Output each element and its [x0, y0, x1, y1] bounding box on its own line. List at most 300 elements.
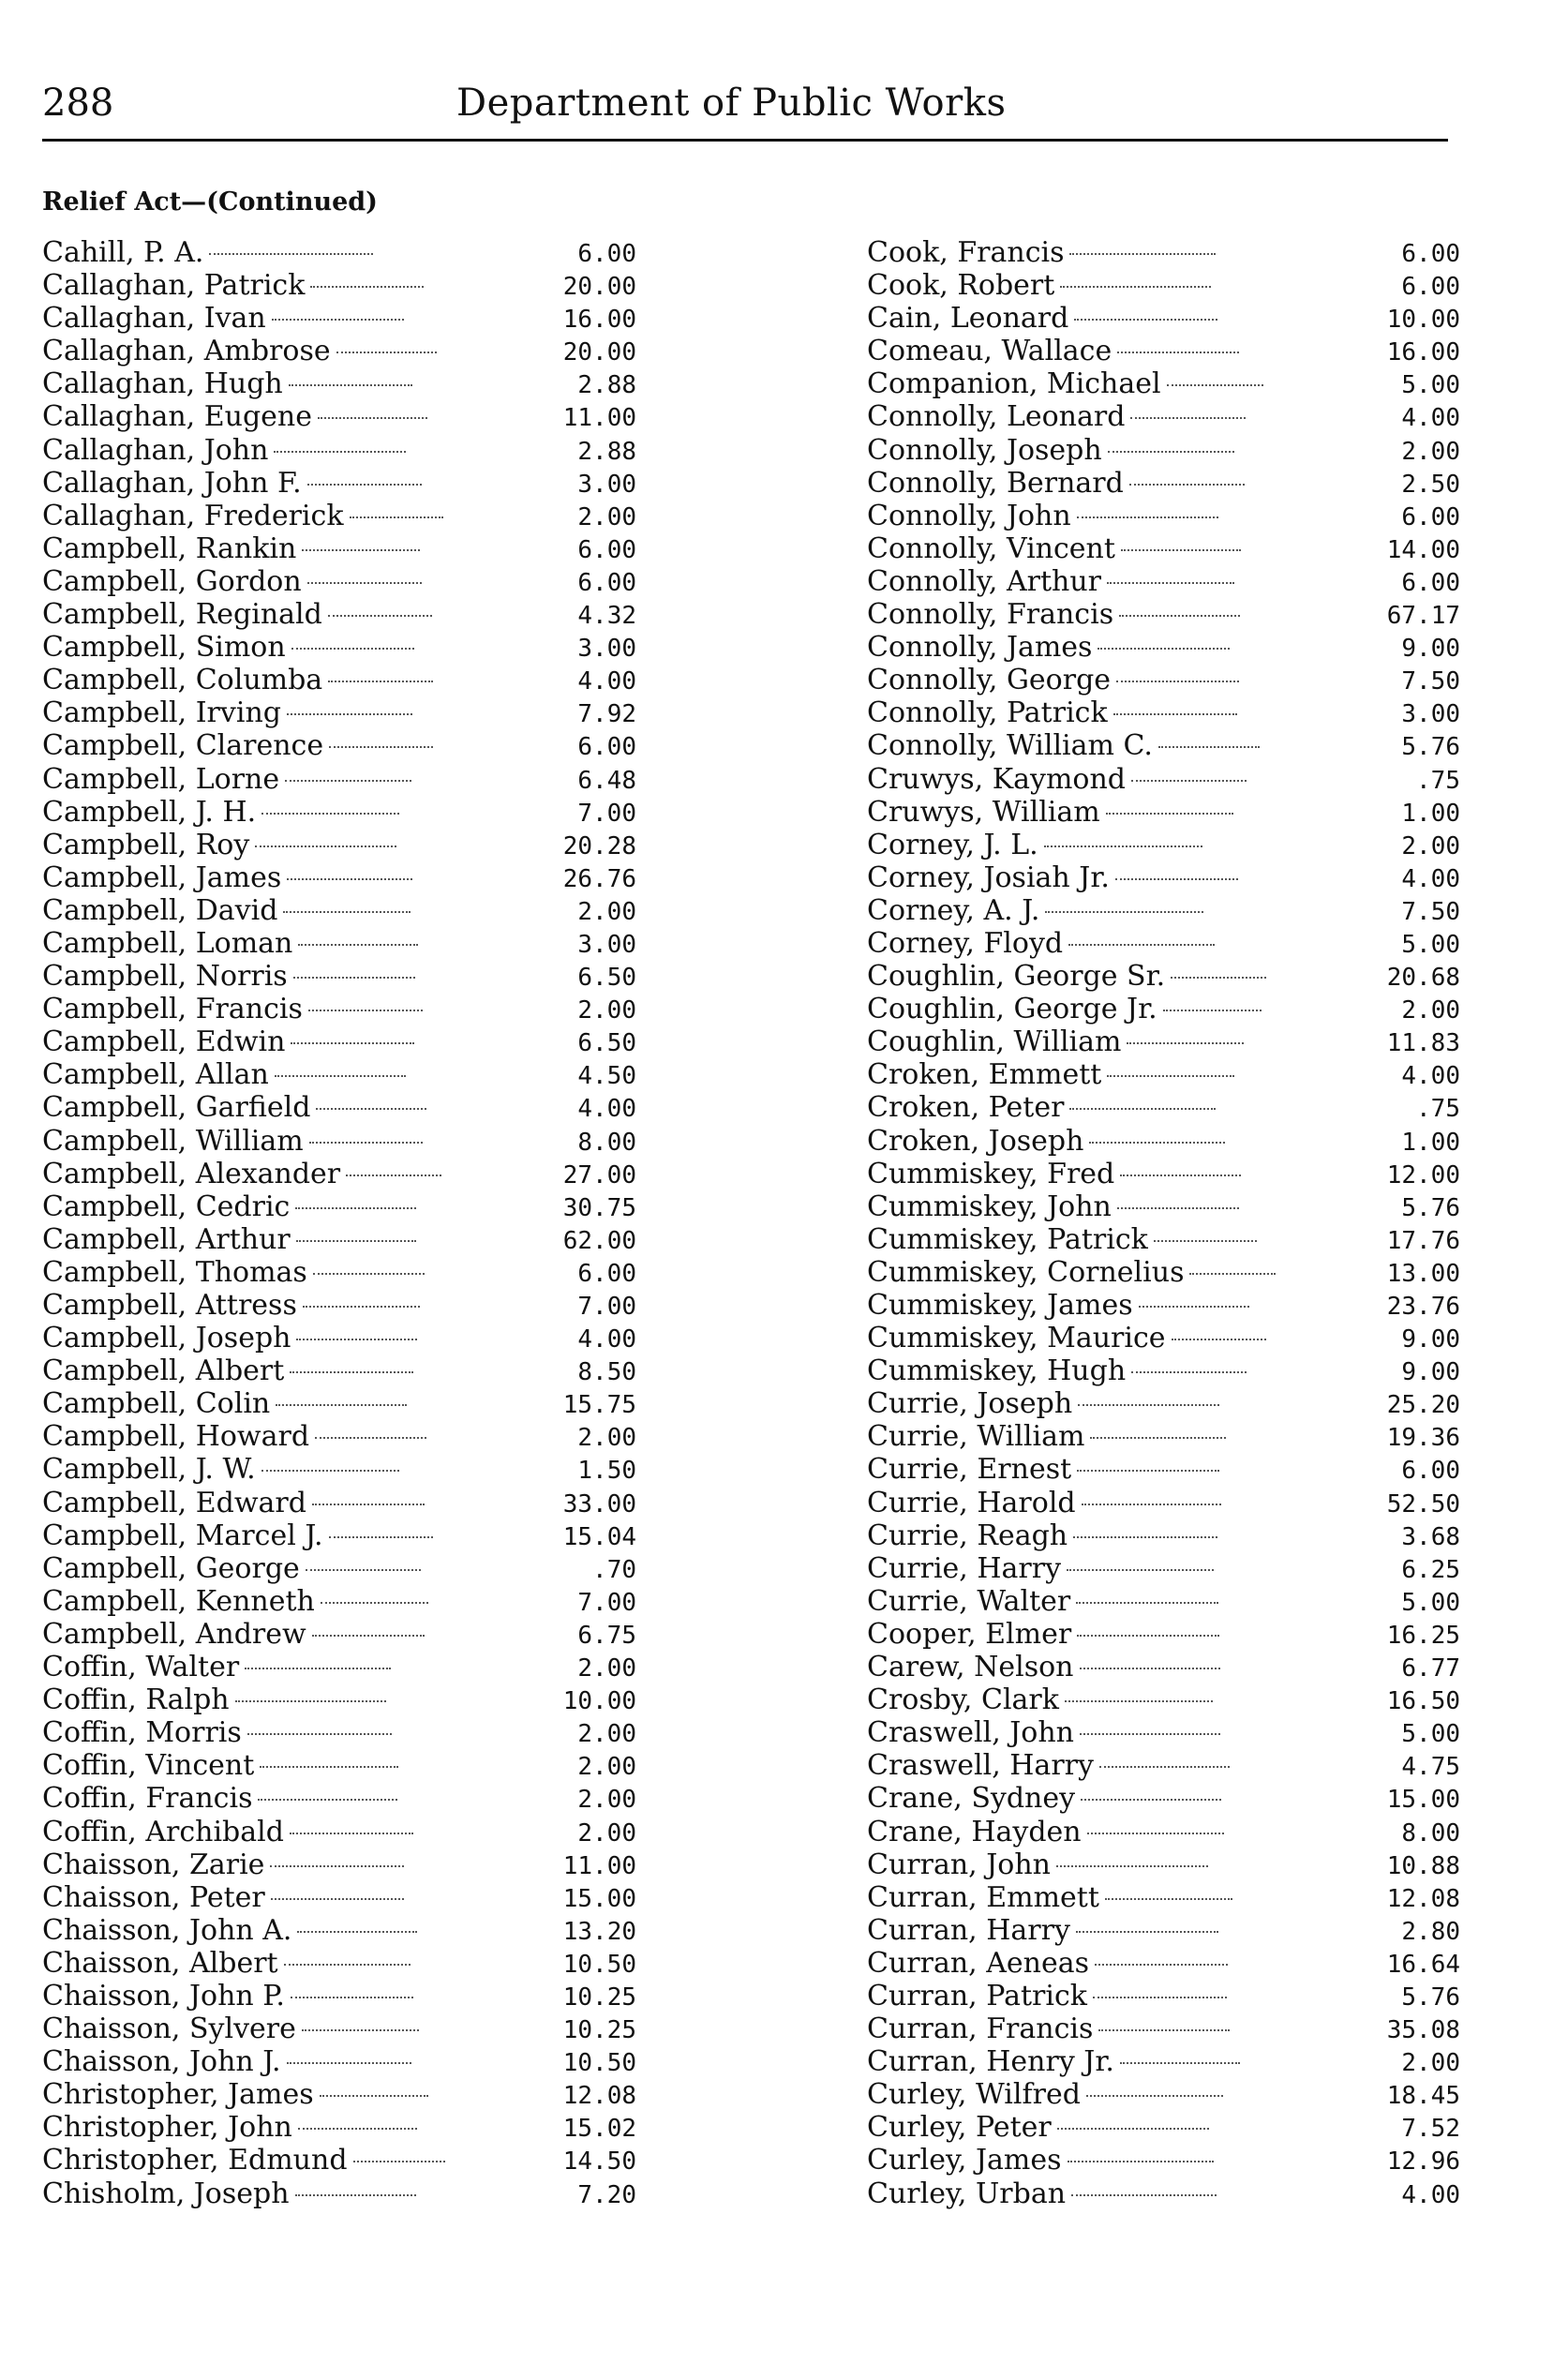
entry-amount: 1.50	[577, 1457, 637, 1486]
entry-amount: 16.64	[1386, 1950, 1461, 1979]
list-item	[42, 2177, 636, 2210]
entry-name: Campbell, Reginald	[42, 598, 322, 632]
dot-leader	[1120, 1175, 1240, 1176]
list-item	[867, 1322, 1460, 1354]
entry-amount: 6.00	[577, 240, 636, 268]
dot-leader	[1098, 648, 1229, 650]
dot-leader	[296, 1240, 417, 1242]
dot-leader	[302, 549, 419, 551]
entry-amount: 13.00	[1386, 1259, 1460, 1288]
entry-amount: 10.25	[562, 2016, 636, 2045]
dot-leader	[1093, 1997, 1227, 1998]
entry-name: Connolly, Leonard	[867, 400, 1126, 434]
list-item	[42, 500, 636, 532]
entry-amount: 5.00	[1401, 1588, 1460, 1617]
dot-leader	[1068, 944, 1215, 946]
entry-amount: 52.50	[1386, 1489, 1461, 1519]
entry-name: Crane, Sydney	[867, 1782, 1076, 1816]
entry-amount: 15.75	[562, 1391, 636, 1420]
dot-leader	[318, 417, 427, 419]
entry-name: Coffin, Vincent	[42, 1749, 255, 1783]
entry-name: Campbell, Attress	[42, 1289, 297, 1322]
entry-amount: 16.50	[1386, 1687, 1461, 1716]
entry-name: Currie, Harold	[867, 1486, 1076, 1519]
list-item	[42, 1058, 636, 1091]
dot-leader	[1163, 1010, 1262, 1011]
entry-amount: 2.00	[577, 1720, 636, 1749]
entry-name: Curran, Francis	[867, 2012, 1094, 2046]
entry-name: Coffin, Archibald	[42, 1815, 284, 1848]
list-item	[42, 1519, 636, 1552]
entry-amount: 25.20	[1386, 1391, 1461, 1420]
list-item	[42, 335, 636, 367]
list-item	[42, 664, 636, 696]
list-item	[42, 1683, 636, 1716]
entry-name: Connolly, Patrick	[867, 696, 1108, 730]
entry-name: Campbell, Gordon	[42, 564, 302, 598]
entry-name: Campbell, William	[42, 1124, 304, 1158]
entry-name: Coffin, Francis	[42, 1782, 253, 1816]
dot-leader	[260, 1766, 398, 1768]
dot-leader	[1068, 2161, 1215, 2162]
dot-leader	[1081, 1799, 1220, 1801]
dot-leader	[329, 1536, 433, 1538]
list-item	[42, 1980, 636, 2012]
entry-name: Chisholm, Joseph	[42, 2177, 290, 2210]
entry-amount: 7.50	[1401, 897, 1461, 926]
entry-name: Callaghan, Eugene	[42, 400, 312, 434]
dot-leader	[1076, 1602, 1218, 1604]
entry-name: Campbell, Irving	[42, 696, 281, 730]
entry-name: Curley, Wilfred	[867, 2078, 1081, 2112]
dot-leader	[321, 1602, 429, 1604]
right-column-list	[867, 236, 1460, 2210]
entry-name: Coffin, Morris	[42, 1716, 242, 1750]
entry-amount: 2.00	[577, 1424, 637, 1453]
entry-name: Christopher, John	[42, 2111, 292, 2145]
entry-amount: 5.76	[1401, 1193, 1461, 1222]
list-item	[867, 500, 1460, 532]
entry-amount: 2.00	[1401, 831, 1461, 860]
entry-name: Cain, Leonard	[867, 302, 1069, 336]
list-item	[42, 2144, 636, 2177]
list-item	[867, 1256, 1460, 1289]
entry-amount: 1.00	[1401, 799, 1461, 828]
entry-name: Connolly, John	[867, 499, 1071, 532]
list-item	[867, 1980, 1460, 2012]
entry-amount: 3.00	[577, 930, 637, 959]
list-item	[42, 829, 636, 861]
list-item	[42, 434, 636, 467]
running-title: Department of Public Works	[456, 82, 1007, 125]
entry-name: Connolly, Francis	[867, 598, 1114, 632]
entry-amount: 5.00	[1401, 930, 1460, 959]
dot-leader	[270, 1865, 403, 1867]
entry-name: Currie, Walter	[867, 1584, 1071, 1618]
list-item	[867, 1519, 1460, 1552]
list-item	[42, 696, 636, 729]
list-item	[867, 1914, 1460, 1947]
dot-leader	[312, 1504, 425, 1505]
list-item	[867, 1881, 1460, 1914]
list-item	[42, 1816, 636, 1848]
entry-name: Campbell, Arthur	[42, 1222, 291, 1256]
list-item	[867, 729, 1460, 762]
list-item	[867, 1848, 1460, 1881]
entry-name: Connolly, Joseph	[867, 433, 1102, 467]
dot-leader	[1171, 977, 1265, 979]
entry-amount: 10.50	[562, 2049, 637, 2078]
dot-leader	[245, 1668, 391, 1669]
dot-leader	[1095, 1964, 1228, 1966]
dot-leader	[271, 1898, 404, 1900]
list-item	[867, 829, 1460, 861]
list-item	[42, 1585, 636, 1618]
list-item	[42, 1552, 636, 1585]
list-item	[42, 1749, 636, 1782]
list-item	[867, 302, 1460, 335]
entry-name: Connolly, William C.	[867, 729, 1153, 763]
list-item	[42, 1158, 636, 1190]
entry-amount: 2.00	[577, 1818, 636, 1848]
entry-name: Chaisson, Albert	[42, 1946, 278, 1980]
list-item	[867, 2144, 1460, 2177]
entry-amount: 4.00	[1401, 864, 1460, 893]
entry-name: Corney, A. J.	[867, 893, 1040, 927]
entry-amount: 6.00	[1401, 502, 1460, 531]
list-item	[42, 400, 636, 433]
dot-leader	[261, 813, 399, 815]
dot-leader	[1089, 1142, 1225, 1144]
list-item	[42, 1914, 636, 1947]
dot-leader	[1107, 582, 1234, 584]
entry-amount: 6.00	[1401, 568, 1460, 597]
list-item	[42, 1387, 636, 1420]
entry-amount: 7.00	[577, 799, 636, 828]
list-item	[867, 1782, 1460, 1815]
entry-amount: 5.00	[1401, 1720, 1461, 1749]
entry-name: Campbell, Colin	[42, 1387, 271, 1421]
list-item	[867, 993, 1460, 1025]
entry-name: Campbell, J. H.	[42, 795, 257, 829]
entry-name: Connolly, George	[867, 664, 1112, 697]
entry-amount: 2.00	[577, 1654, 636, 1683]
entry-name: Connolly, Vincent	[867, 531, 1115, 565]
list-item	[42, 598, 636, 631]
entry-amount: 2.00	[577, 1753, 636, 1782]
entry-name: Campbell, George	[42, 1551, 300, 1585]
dot-leader	[315, 1437, 426, 1439]
entry-amount: 6.77	[1401, 1654, 1461, 1683]
entry-amount: 2.80	[1401, 1917, 1461, 1946]
entry-name: Chaisson, Zarie	[42, 1848, 265, 1881]
dot-leader	[287, 713, 412, 715]
dot-leader	[1069, 253, 1215, 255]
dot-leader	[1117, 352, 1239, 353]
entry-amount: 6.00	[577, 535, 637, 564]
dot-leader	[329, 746, 433, 748]
entry-name: Curran, Aeneas	[867, 1946, 1090, 1980]
list-item	[42, 532, 636, 565]
list-item	[42, 894, 636, 927]
list-item	[42, 1091, 636, 1124]
list-item	[867, 1651, 1460, 1683]
entry-name: Chaisson, John P.	[42, 1979, 285, 2012]
entry-amount: 4.00	[1401, 2180, 1461, 2209]
list-item	[867, 1289, 1460, 1322]
entry-name: Campbell, Roy	[42, 828, 250, 861]
dot-leader	[1082, 1504, 1221, 1505]
entry-amount: 6.75	[577, 1621, 636, 1650]
list-item	[42, 1223, 636, 1256]
dot-leader	[1077, 516, 1219, 518]
entry-name: Cummiskey, James	[867, 1289, 1133, 1322]
entry-amount: 2.50	[1401, 470, 1460, 499]
entry-name: Cummiskey, Patrick	[867, 1222, 1148, 1256]
entry-name: Cooper, Elmer	[867, 1617, 1072, 1651]
entry-amount: 2.88	[577, 437, 637, 466]
entry-name: Craswell, John	[867, 1716, 1075, 1750]
list-item	[867, 1420, 1460, 1453]
entry-amount: 18.45	[1386, 2082, 1460, 2111]
dot-leader	[255, 845, 396, 847]
entry-amount: 67.17	[1386, 602, 1461, 631]
list-item	[42, 1782, 636, 1815]
entry-name: Croken, Emmett	[867, 1058, 1102, 1092]
dot-leader	[1105, 1898, 1233, 1900]
entry-name: Crosby, Clark	[867, 1683, 1059, 1717]
list-item	[42, 1453, 636, 1486]
list-item	[42, 960, 636, 993]
list-item	[867, 763, 1460, 796]
dot-leader	[1080, 1668, 1220, 1669]
entry-name: Coffin, Walter	[42, 1651, 240, 1684]
entry-amount: 2.00	[577, 897, 636, 926]
dot-leader	[306, 1569, 422, 1571]
entry-amount: 8.00	[577, 1128, 637, 1157]
dot-leader	[284, 1964, 411, 1966]
page-header	[42, 75, 1448, 131]
entry-amount: 20.28	[562, 831, 636, 860]
entry-name: Curran, Harry	[867, 1913, 1070, 1947]
entry-name: Campbell, Alexander	[42, 1157, 341, 1190]
list-item	[867, 236, 1460, 269]
entry-amount: 15.02	[562, 2115, 637, 2144]
entry-amount: 35.08	[1386, 2016, 1460, 2045]
list-item	[867, 664, 1460, 696]
entry-name: Curran, Emmett	[867, 1880, 1099, 1914]
entry-amount: 6.00	[577, 1259, 636, 1288]
entry-amount: 3.00	[577, 470, 637, 499]
entry-name: Chaisson, John A.	[42, 1913, 292, 1947]
page-number: 288	[42, 82, 114, 125]
entry-amount: 16.25	[1386, 1621, 1461, 1650]
dot-leader	[1057, 2128, 1209, 2130]
dot-leader	[1107, 1075, 1233, 1077]
entry-amount: 2.00	[577, 996, 636, 1025]
dot-leader	[320, 2095, 428, 2097]
dot-leader	[302, 2029, 420, 2031]
dot-leader	[1078, 1404, 1219, 1406]
entry-amount: 4.00	[577, 1325, 637, 1354]
entry-name: Cook, Francis	[867, 236, 1065, 269]
list-item	[42, 2012, 636, 2045]
entry-amount: 12.96	[1386, 2147, 1461, 2177]
list-item	[42, 796, 636, 829]
entry-name: Chaisson, John J.	[42, 2045, 281, 2079]
entry-name: Callaghan, Ivan	[42, 302, 266, 336]
entry-amount: 17.76	[1386, 1226, 1461, 1255]
dot-leader	[1131, 1371, 1246, 1373]
dot-leader	[1119, 615, 1240, 617]
list-item	[42, 1322, 636, 1354]
list-item	[867, 1716, 1460, 1749]
dot-leader	[309, 1142, 424, 1144]
dot-leader	[336, 352, 437, 353]
entry-amount: 2.88	[577, 371, 637, 400]
entry-amount: 4.50	[577, 1062, 636, 1091]
list-item	[867, 960, 1460, 993]
list-item	[867, 400, 1460, 433]
entry-name: Campbell, Simon	[42, 631, 286, 665]
list-item	[42, 631, 636, 664]
dot-leader	[296, 1339, 416, 1340]
list-item	[42, 1190, 636, 1223]
dot-leader	[1077, 1635, 1218, 1637]
left-column-list	[42, 236, 636, 2210]
entry-name: Campbell, Columba	[42, 664, 323, 697]
entry-name: Corney, Floyd	[867, 926, 1064, 960]
entry-name: Cummiskey, Maurice	[867, 1322, 1166, 1355]
entry-name: Curley, Peter	[867, 2111, 1052, 2145]
entry-name: Callaghan, Frederick	[42, 499, 344, 532]
dot-leader	[1115, 878, 1238, 880]
entry-amount: 6.00	[1401, 240, 1461, 268]
entry-name: Campbell, Francis	[42, 993, 303, 1026]
entry-amount: .75	[1416, 1095, 1460, 1124]
list-item	[42, 763, 636, 796]
list-item	[42, 1354, 636, 1387]
entry-amount: 7.00	[577, 1293, 637, 1321]
dot-leader	[276, 1404, 406, 1406]
entry-amount: 14.00	[1386, 535, 1460, 564]
entry-name: Coughlin, George Sr.	[867, 960, 1166, 994]
dot-leader	[247, 1733, 393, 1735]
list-item	[867, 2012, 1460, 2045]
dot-leader	[1067, 1569, 1214, 1571]
dot-leader	[274, 451, 405, 453]
entry-amount: 26.76	[562, 864, 637, 893]
entry-amount: 8.00	[1401, 1818, 1461, 1848]
list-item	[42, 927, 636, 960]
entry-name: Cruwys, William	[867, 795, 1100, 829]
list-item	[42, 236, 636, 269]
dot-leader	[328, 615, 433, 617]
dot-leader	[1121, 549, 1241, 551]
list-item	[42, 1618, 636, 1651]
list-item	[867, 2078, 1460, 2111]
entry-amount: 2.00	[1401, 2049, 1460, 2078]
list-item	[867, 1025, 1460, 1058]
entry-name: Connolly, Bernard	[867, 466, 1124, 500]
entry-name: Coffin, Ralph	[42, 1683, 230, 1717]
list-item	[867, 894, 1460, 927]
list-item	[42, 467, 636, 500]
dot-leader	[1080, 1733, 1220, 1735]
entry-amount: 15.04	[562, 1522, 637, 1551]
dot-leader	[1189, 1273, 1275, 1275]
entry-amount: 23.76	[1386, 1293, 1461, 1321]
dot-leader	[310, 286, 424, 288]
entry-name: Comeau, Wallace	[867, 335, 1113, 368]
entry-name: Campbell, James	[42, 860, 282, 894]
entry-name: Chaisson, Peter	[42, 1880, 265, 1914]
entry-amount: 4.00	[1401, 1062, 1460, 1091]
dot-leader	[353, 2161, 445, 2162]
entry-amount: 5.76	[1401, 1982, 1460, 2012]
dot-leader	[312, 1635, 425, 1637]
list-item	[42, 1716, 636, 1749]
list-item	[867, 1552, 1460, 1585]
list-item	[42, 993, 636, 1025]
entry-name: Campbell, Edwin	[42, 1025, 286, 1059]
entry-amount: 12.00	[1386, 1160, 1460, 1190]
dot-leader	[1113, 713, 1237, 715]
entry-amount: 3.68	[1401, 1522, 1461, 1551]
list-item	[867, 434, 1460, 467]
entry-amount: 7.00	[577, 1588, 637, 1617]
entry-amount: 20.00	[562, 338, 636, 367]
entry-name: Curley, James	[867, 2144, 1062, 2177]
entry-name: Cook, Robert	[867, 269, 1055, 303]
entry-name: Callaghan, John F.	[42, 466, 302, 500]
list-item	[42, 2078, 636, 2111]
dot-leader	[1106, 813, 1233, 815]
list-item	[867, 335, 1460, 367]
entry-name: Currie, Joseph	[867, 1387, 1073, 1421]
dot-leader	[209, 253, 373, 255]
entry-amount: 30.75	[562, 1193, 636, 1222]
dot-leader	[1087, 1833, 1224, 1834]
entry-name: Currie, William	[867, 1420, 1085, 1454]
dot-leader	[295, 1207, 416, 1209]
entry-amount: 3.00	[1401, 700, 1461, 729]
dot-leader	[350, 516, 443, 518]
list-item	[867, 2045, 1460, 2078]
entry-amount: 20.68	[1386, 964, 1461, 993]
entry-name: Campbell, Andrew	[42, 1617, 306, 1651]
entry-name: Campbell, Garfield	[42, 1091, 311, 1125]
entry-name: Croken, Peter	[867, 1091, 1065, 1125]
dot-leader	[1120, 2062, 1241, 2064]
dot-leader	[290, 1833, 413, 1834]
entry-amount: 19.36	[1386, 1424, 1460, 1453]
list-item	[42, 1651, 636, 1683]
entry-name: Campbell, J. W.	[42, 1453, 256, 1487]
entry-amount: 12.08	[562, 2082, 637, 2111]
entry-amount: 62.00	[562, 1226, 637, 1255]
entry-name: Cahill, P. A.	[42, 236, 204, 269]
entry-name: Campbell, Allan	[42, 1058, 269, 1092]
entry-name: Campbell, Norris	[42, 960, 288, 994]
dot-leader	[1076, 1931, 1218, 1933]
entry-name: Campbell, Albert	[42, 1354, 285, 1388]
entry-name: Campbell, Edward	[42, 1486, 306, 1519]
list-item	[867, 1387, 1460, 1420]
entry-name: Cruwys, Kaymond	[867, 762, 1126, 796]
entry-name: Carew, Nelson	[867, 1651, 1074, 1684]
entry-name: Campbell, Loman	[42, 926, 293, 960]
